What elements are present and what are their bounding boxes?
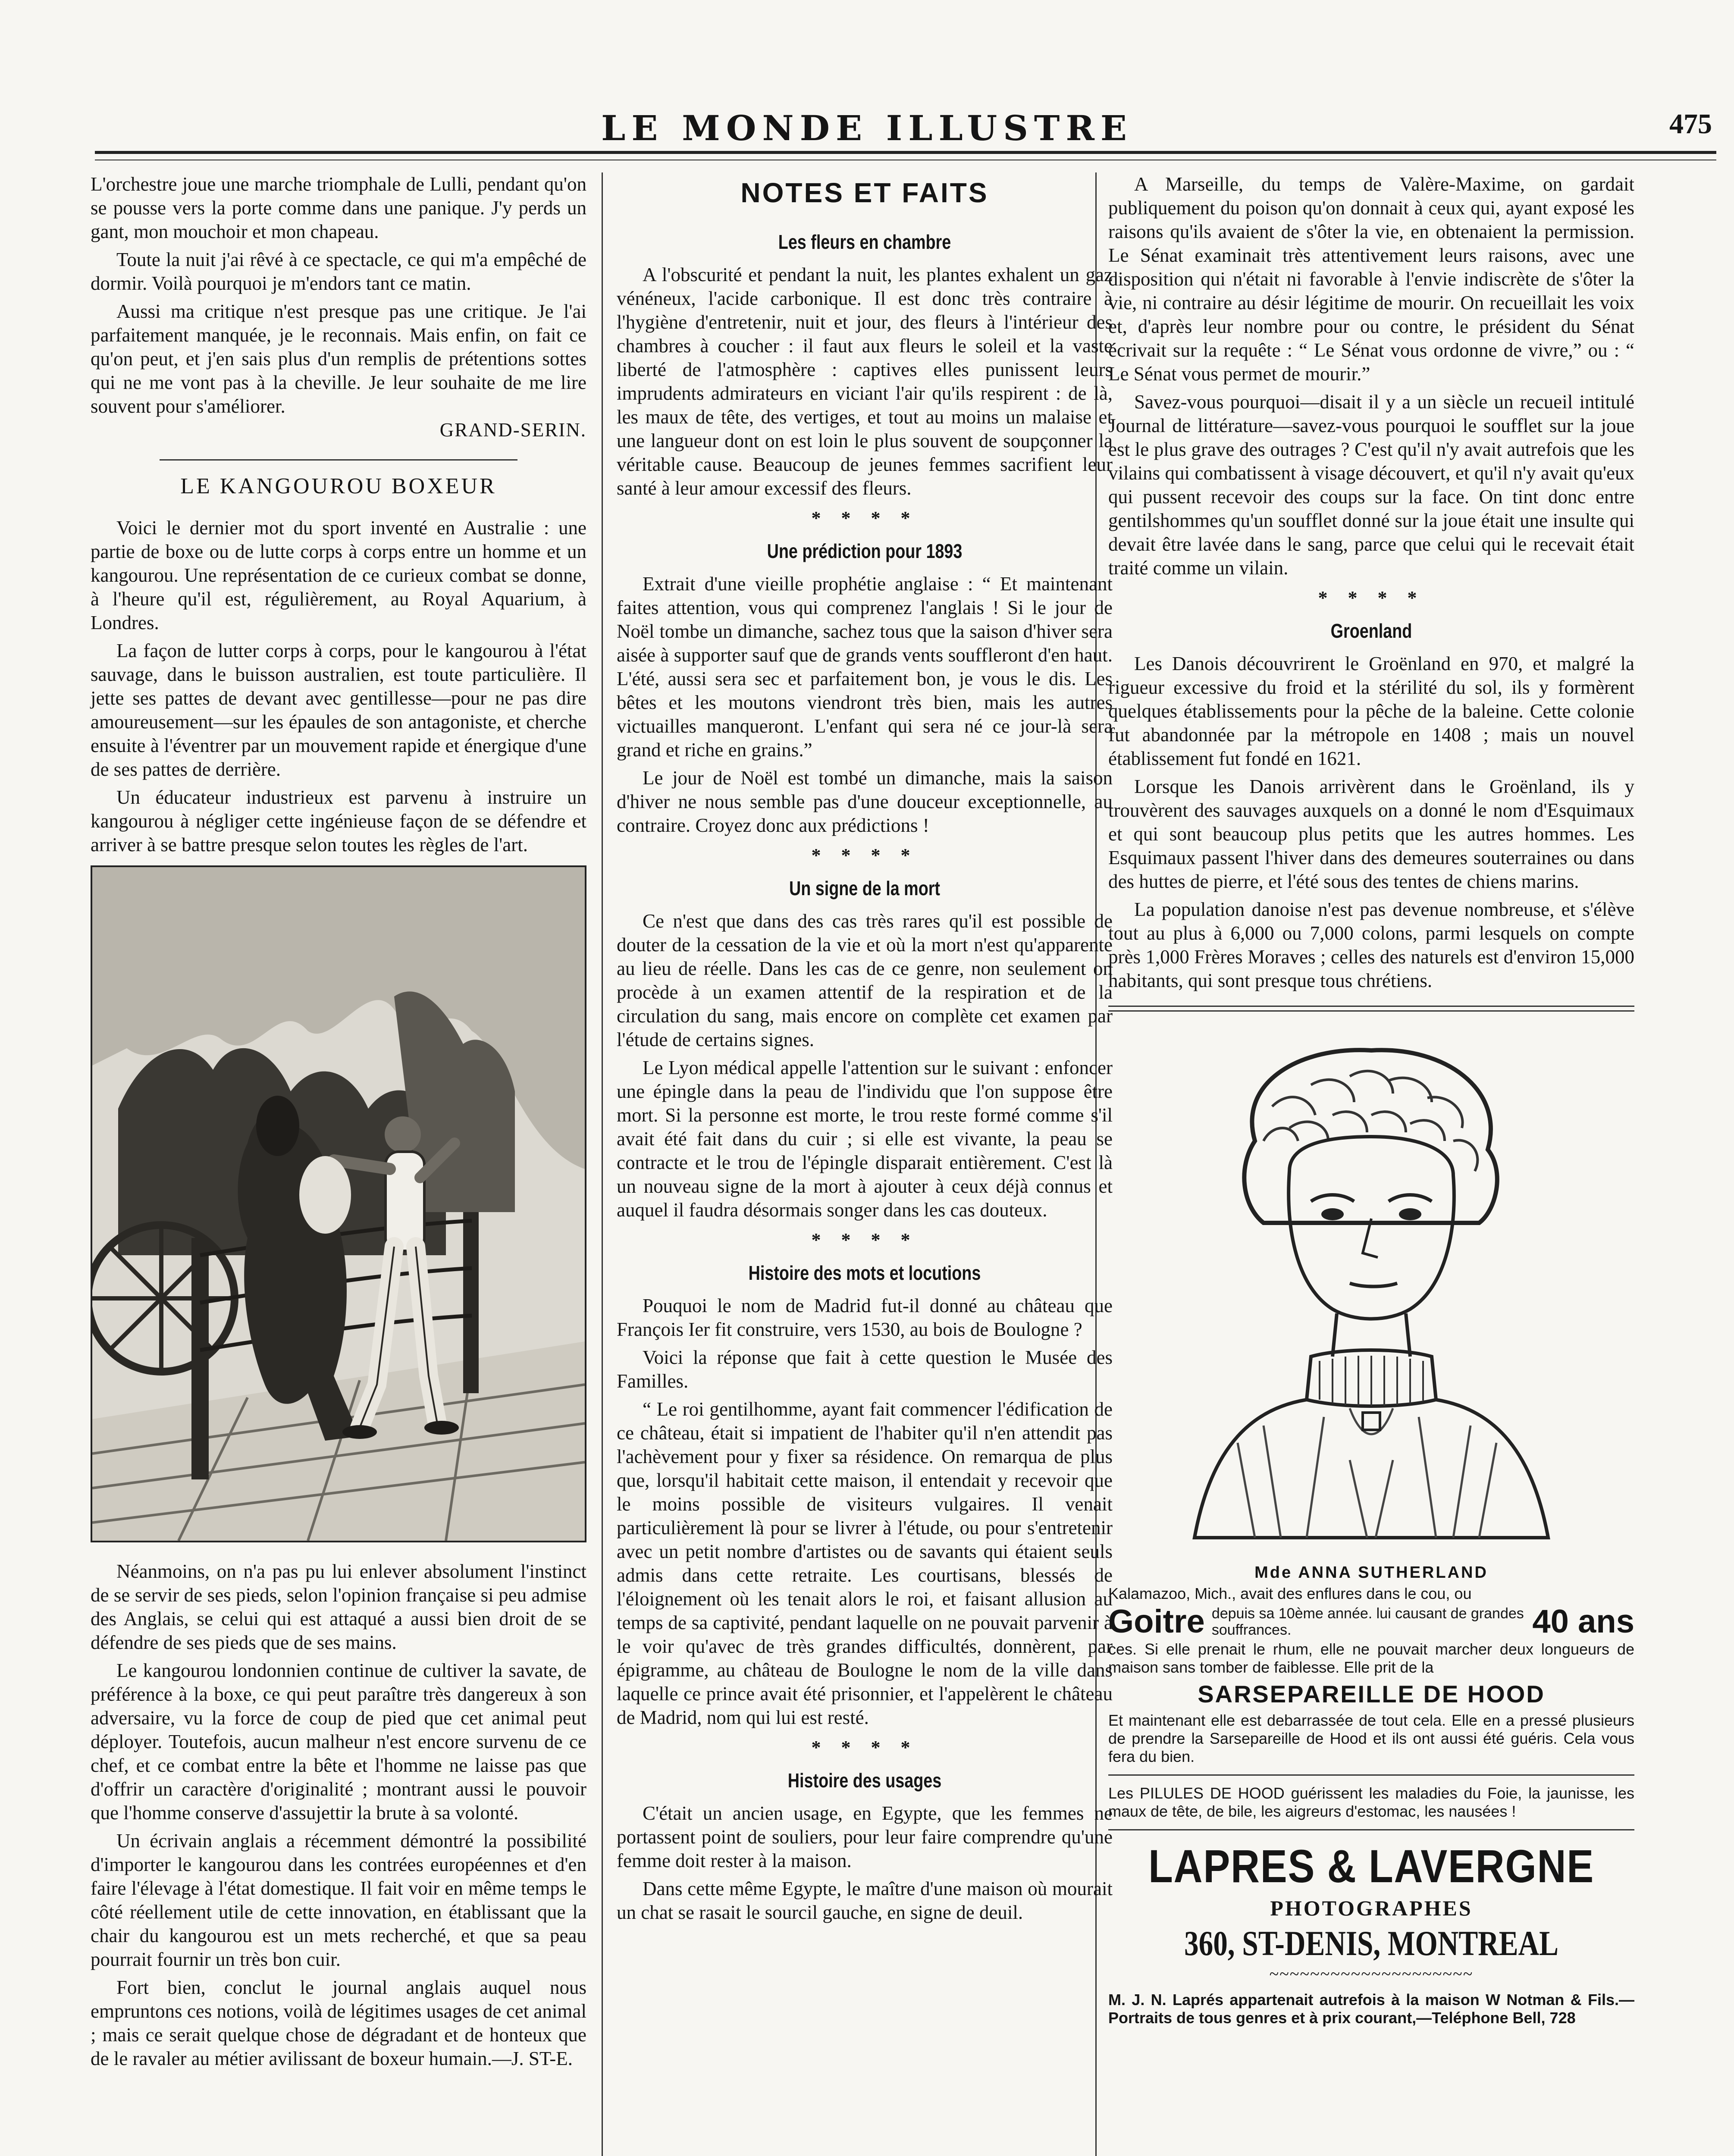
article-title-kangourou: LE KANGOUROU BOXEUR: [180, 474, 497, 498]
ornamental-squiggle: ~~~~~~~~~~~~~~~~~~~~: [1269, 1964, 1474, 1984]
ad-mid-text: depuis sa 10ème année. lui causant de grandes souffrances.: [1211, 1605, 1524, 1638]
intro-paragraph-3: Aussi ma critique n'est presque pas une critique. Je l'ai parfaitement manquée, je le reconnais. Mais enfin, on fait ce qu'on peut, et j'en sais plus d'un remplis de prétentions sottes qui ne me vont pas à la cheville. Je leur souhaite de me lire souvent pour s'améliorer.: [91, 301, 586, 417]
kangourou-paragraph-5: Le kangourou londonnien continue de cultiver la savate, de préférence à la boxe, ce qui peut paraître très dangereux à son adversaire, vu la force de coup de pied que cet animal peut déployer. Toutefois, aucun malheur n'est encore survenu de ce chef, et ce combat entre la bête et l'homme ne laisse pas que d'offrir un caractère d'originalité ; montrant aussi le pouvoir que l'homme conserve d'assujettir la brute à sa volonté.: [91, 1660, 586, 1824]
subhead-histoire-mots: Histoire des mots et locutions: [748, 1262, 981, 1284]
kangourou-paragraph-6: Un écrivain anglais a récemment démontré la possibilité d'importer le kangourou dans les contrées européennes et d'en faire l'élevage à l'état domestique. Il fait voir en même temps le côté réellement utile de cette innovation, en établissant que la chair du kangourou est un mets recherché, et que sa peau pourrait fournir un très bon cuir.: [91, 1830, 586, 1970]
ad-rule: [1108, 1829, 1634, 1830]
ad-sarsepareille: SARSEPAREILLE DE HOOD: [1198, 1680, 1545, 1708]
groenland-paragraph-2: Lorsque les Danois arrivèrent dans le Groënland, ils y trouvèrent des sauvages auxquels on a donné le nom d'Esquimaux et qui sont beaucoup plus petits que les autres hommes. Les Esquimaux passent l'hiver dans des demeures souterraines ou dans des huttes de pierre, et l'été sous des tentes de chiens marins.: [1108, 776, 1634, 892]
subhead-fleurs: Les fleurs en chambre: [778, 231, 951, 253]
groenland-paragraph-1: Les Danois découvrirent le Groënland en 970, et malgré la rigueur excessive du froid et la stérilité du sol, ils y formèrent quelques établissements pour la pêche de la baleine. Cette colonie fut abandonnée par la métropole en 1408 ; mais un nouvel établissement fut fondé en 1621.: [1108, 653, 1634, 769]
signe-mort-paragraph-1: Ce n'est que dans des cas très rares qu'il est possible de douter de la cessation de la vie et où la mort n'est qu'apparente au lieu de réelle. Dans les cas de ce genre, non seulement on procède à un examen attentif de la respiration et de la circulation du sang, mais encore on complète cet examen par l'étude de certains signes.: [617, 910, 1113, 1050]
histoire-mots-paragraph-1: Pouquoi le nom de Madrid fut-il donné au château que François Ier fit construire, vers 1530, au bois de Boulogne ?: [617, 1295, 1113, 1340]
intro-paragraph-1: L'orchestre joue une marche triomphale de Lulli, pendant qu'on se pousse vers la porte comme dans une panique. J'y perds un gant, mon mouchoir et mon chapeau.: [91, 173, 586, 242]
histoire-mots-paragraph-2: Voici la réponse que fait à cette question le Musée des Familles.: [617, 1347, 1113, 1392]
page-number: 475: [1669, 108, 1712, 140]
fleurs-paragraph: A l'obscurité et pendant la nuit, les plantes exhalent un gaz vénéneux, l'acide carbonique. Il est donc très contraire à l'hygiène d'entretenir, nuit et jour, des fleurs à l'intérieur des chambres à coucher : il faut aux fleurs le soleil et la vaste liberté de l'atmosphère : captives elles punissent leurs imprudents admirateurs en viciant l'air qu'ils respirent : de là, les maux de tête, des vertiges, et tout au moins un malaise et une langueur dont on est loin le plus souvent de soupçonner la véritable cause. Beaucoup de jeunes femmes sacrifient leur santé à leur amour excessif des fleurs.: [617, 264, 1113, 499]
portrait-illustration: [1108, 1029, 1634, 1559]
section-rule: [160, 459, 517, 461]
marseille-paragraph: A Marseille, du temps de Valère-Maxime, on gardait publiquement du poison qu'on donnait à ceux qui, ayant exposé les raisons qu'ils avaient de s'ôter la vie, en obtenaient la permission. Le Sénat examinait très attentivement leurs raisons, avec une disposition qui n'était ni favorable à l'envie indiscrète de s'ôter la vie, ni contraire au désir légitime de mourir. On recueillait les voix et, d'après leur nombre pour ou contre, le président du Sénat écrivait sur la requête : “ Le Sénat vous ordonne de vivre,” ou : “ Le Sénat vous permet de mourir.”: [1108, 173, 1634, 385]
ad-line-3: Et maintenant elle est debarrassée de tout cela. Elle en a pressé plusieurs de prendre la Sarsepareille de Hood et ils ont aussi été guéris. Cela vous fera du bien.: [1108, 1711, 1634, 1765]
ad-forty-ans: 40 ans: [1532, 1603, 1634, 1640]
lapres-subtitle: PHOTOGRAPHES: [1270, 1896, 1473, 1920]
portrait-caption: Mde ANNA SUTHERLAND: [1254, 1564, 1488, 1582]
usages-paragraph-1: C'était un ancien usage, en Egypte, que les femmes ne portassent point de souliers, pour leur faire comprendre qu'une femme doit rester à la maison.: [617, 1802, 1113, 1871]
usages-paragraph-2: Dans cette même Egypte, le maître d'une maison où mourait un chat se rasait le sourcil gauche, en signe de deuil.: [617, 1878, 1113, 1923]
ad-line-2: ces. Si elle prenait le rhum, elle ne pouvait marcher deux longueurs de maison sans tomber de faiblesse. Elle prit de la: [1108, 1640, 1634, 1676]
section-stars: * * * *: [811, 1737, 918, 1758]
kangourou-paragraph-4: Néanmoins, on n'a pas pu lui enlever absolument l'instinct de se servir de ses pieds, selon l'opinion française si peu admise des Anglais, se celui qui est attaqué a aussi bien droit de se défendre de ses pieds que de ses mains.: [91, 1561, 586, 1653]
subhead-signe-mort: Un signe de la mort: [789, 877, 941, 899]
subhead-histoire-usages: Histoire des usages: [787, 1769, 942, 1792]
section-stars: * * * *: [811, 1229, 918, 1250]
section-stars: * * * *: [811, 508, 918, 529]
kangourou-paragraph-1: Voici le dernier mot du sport inventé en Australie : une partie de boxe ou de lutte corps à corps entre un homme et un kangourou. Une représentation de ce curieux combat se donne, à l'heure qu'il est, régulièrement, au Royal Aquarium, à Londres.: [91, 517, 586, 633]
ad-line-1: Kalamazoo, Mich., avait des enflures dans le cou, ou: [1108, 1585, 1472, 1602]
soufflet-paragraph: Savez-vous pourquoi—disait il y a un siècle un recueil intitulé Journal de littérature—savez-vous pourquoi le soufflet sur la joue est le plus grave des outrages ? C'est qu'il n'y avait autrefois que les vilains qui combatissent à visage découvert, et qu'il n'y avait qu'eux qui pussent recevoir des coups sur la face. On tint donc entre gentilshommes qu'un soufflet donné sur la joue était une insulte qui devait être lavée dans le sang, parce que celui qui le recevait était traité comme un vilain.: [1108, 391, 1634, 579]
section-stars: * * * *: [1318, 587, 1425, 608]
signe-mort-paragraph-2: Le Lyon médical appelle l'attention sur le suivant : enfoncer une épingle dans la peau de l'individu que l'on suppose être mort. Si la personne est morte, le trou reste formé comme s'il avait été fait dans du cuir ; si elle est vivante, la peau se contracte et le trou de l'épingle disparait entièrement. C'est là un nouveau signe de la mort à ajouter à ceux déjà connus et auquel il faudra désormais songer dans les cas douteux.: [617, 1057, 1113, 1221]
subhead-groenland: Groenland: [1330, 620, 1412, 642]
ad-rule: [1108, 1774, 1634, 1776]
column-divider-1: [602, 172, 603, 2156]
notes-et-faits-title: NOTES ET FAITS: [740, 177, 989, 208]
lapres-lavergne-name: LAPRES & LAVERGNE: [1148, 1840, 1594, 1892]
prediction-paragraph-2: Le jour de Noël est tombé un dimanche, mais la saison d'hiver ne nous semble pas d'une douceur exceptionnelle, au contraire. Croyez donc aux prédictions !: [617, 767, 1113, 836]
groenland-paragraph-3: La population danoise n'est pas devenue nombreuse, et s'élève tout au plus à 6,000 ou 7,000 colons, parmi lesquels on compte près 1,000 Frères Moraves ; celles des naturels est d'environ 15,000 habitants, qui sont presque tous chrétiens.: [1108, 899, 1634, 991]
ad-goitre: Goitre: [1108, 1603, 1205, 1640]
kangourou-boxing-image: [92, 867, 585, 1541]
histoire-mots-paragraph-3: “ Le roi gentilhomme, ayant fait commencer l'édification de ce château, était si impatient de l'habiter qu'il n'en attendit pas l'achèvement pour y fixer sa résidence. On remarqua de plus que, lorsqu'il habitait cette maison, il entendait y recevoir que le moins possible de visiteurs vulgaires. Il venait particulièrement là pour se livrer à l'étude, ou pour s'entretenir avec un petit nombre d'artistes ou de savants qui étaient seuls admis dans cette retraite. Les courtisans, blessés de l'éloignement où les tenait alors le roi, et faisant allusion au temps de sa captivité, pendant laquelle on ne pouvait parvenir à le voir qu'avec de très grandes difficultés, donnèrent, par épigramme, au château de Boulogne le nom de la ville dans laquelle ce prince avait été prisonnier, et l'appelèrent le château de Madrid, nom qui lui est resté.: [617, 1398, 1113, 1728]
intro-paragraph-2: Toute la nuit j'ai rêvé à ce spectacle, ce qui m'a empêché de dormir. Voilà pourquoi je m'endors tant ce matin.: [91, 249, 586, 294]
intro-signature: GRAND-SERIN.: [439, 419, 586, 441]
section-stars: * * * *: [811, 845, 918, 866]
lapres-note: M. J. N. Laprés appartenait autrefois à la maison W Notman & Fils.—Portraits de tous genres et à prix courant,—Teléphone Bell, 728: [1108, 1991, 1634, 2027]
column-2: [617, 177, 1113, 1929]
column-3: [1108, 172, 1634, 2027]
lapres-address: 360, ST-DENIS, MONTREAL: [1184, 1924, 1559, 1963]
masthead-title: LE MONDE ILLUSTRE: [601, 108, 1133, 148]
subhead-prediction: Une prédiction pour 1893: [767, 540, 963, 562]
ad-goitre-row: [1108, 1603, 1634, 1640]
ad-pilules: Les PILULES DE HOOD guérissent les maladies du Foie, la jaunisse, les maux de tête, de bile, les aigreurs d'estomac, les nausées !: [1108, 1784, 1634, 1820]
advertisement-rule: [1108, 1006, 1634, 1012]
column-1: [91, 172, 586, 2075]
kangourou-paragraph-3: Un éducateur industrieux est parvenu à instruire un kangourou à négliger cette ingénieuse façon de se défendre et arriver à se battre presque selon toutes les règles de l'art.: [91, 787, 586, 856]
kangourou-paragraph-7: Fort bien, conclut le journal anglais auquel nous empruntons ces notions, voilà de légitimes usages de cet animal ; mais ce serait quelque chose de dégradant et de honteux que de le ravaler au métier avilissant de boxeur humain.—J. ST-E.: [91, 1977, 586, 2069]
header-rule: [95, 151, 1716, 154]
prediction-paragraph-1: Extrait d'une vieille prophétie anglaise : “ Et maintenant faites attention, vous qui comprenez l'anglais ! Si le jour de Noël tombe un dimanche, sachez tous que la saison d'hiver sera aisée à supporter sauf que de grands vents souffleront d'en haut. L'été, aussi sera sec et parfaitement bon, je vous le dis. Les bêtes et les moutons viendront très bien, mais les autres victuailles manqueront. L'enfant qui sera né ce jour-là sera grand et riche en grains.”: [617, 573, 1113, 761]
kangourou-paragraph-2: La façon de lutter corps à corps, pour le kangourou à l'état sauvage, dans le buisson australien, est toute particulière. Il jette ses pattes de devant avec gentillesse—pour ne pas dire amoureusement—sur les épaules de son antagoniste, et cherche ensuite à l'éventrer par un mouvement rapide et énergique d'une de ses pattes de derrière.: [91, 640, 586, 780]
kangourou-illustration: [91, 865, 586, 1542]
woman-portrait-image: [1108, 1029, 1634, 1559]
